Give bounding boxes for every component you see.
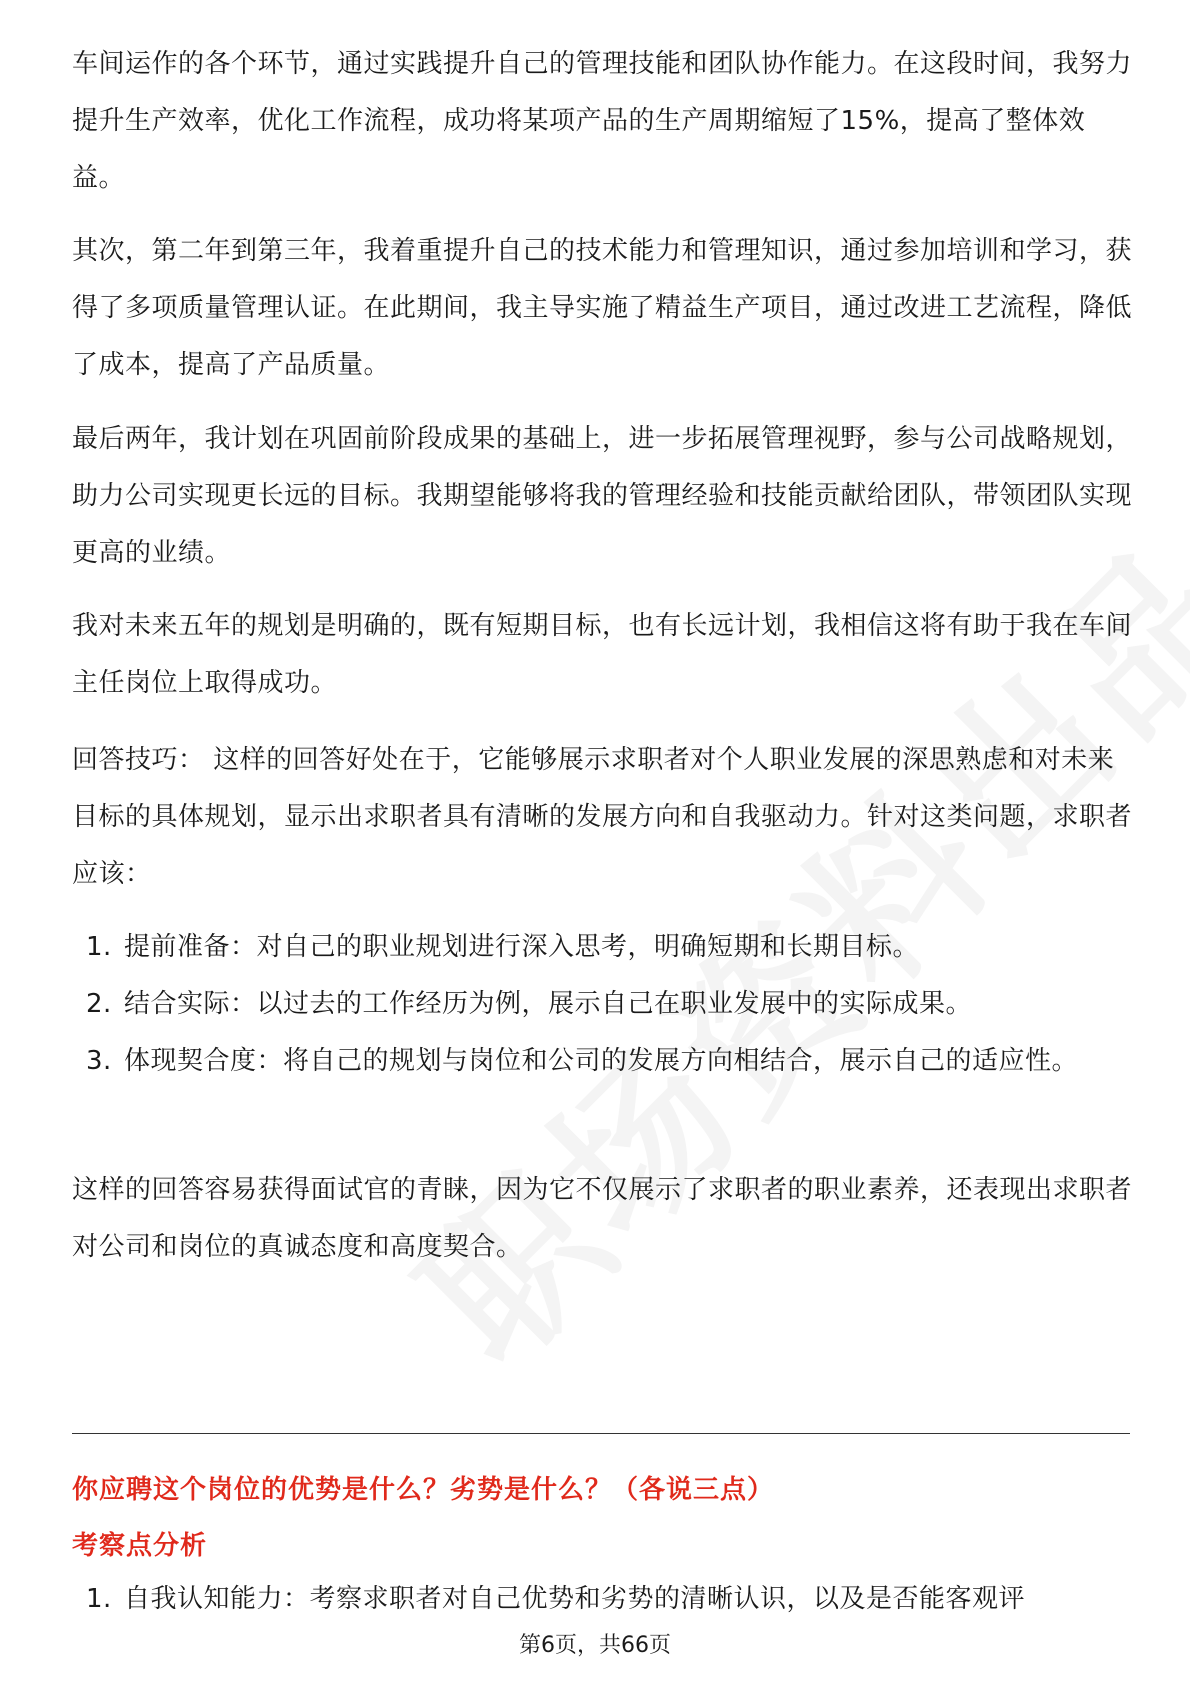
list-text: 自我认知能力：考察求职者对自己优势和劣势的清晰认识，以及是否能客观评 xyxy=(124,1584,1026,1614)
page-footer: 第6页，共66页 xyxy=(519,1633,671,1658)
list-number: 2. xyxy=(86,989,112,1019)
list-number: 1. xyxy=(86,1584,112,1614)
list-number: 1. xyxy=(86,932,112,962)
list-text: 体现契合度：将自己的规划与岗位和公司的发展方向相结合，展示自己的适应性。 xyxy=(124,1046,1079,1076)
paragraph-conclusion: 这样的回答容易获得面试官的青睐，因为它不仅展示了求职者的职业素养，还表现出求职者对公司和岗位的真诚态度和高度契合。 xyxy=(72,1175,1133,1262)
section-divider xyxy=(72,1433,1130,1434)
list-number: 3. xyxy=(86,1046,112,1076)
list-text: 提前准备：对自己的职业规划进行深入思考，明确短期和长期目标。 xyxy=(124,932,920,962)
list-item xyxy=(72,1033,1132,1090)
analysis-heading: 考察点分析 xyxy=(72,1531,208,1561)
list-item xyxy=(72,1571,1132,1628)
list-item xyxy=(72,919,1132,976)
paragraph-2: 其次，第二年到第三年，我着重提升自己的技术能力和管理知识，通过参加培训和学习，获得了多项质量管理认证。在此期间，我主导实施了精益生产项目，通过改进工艺流程，降低了成本，提高了产品质量。 xyxy=(72,236,1133,380)
tips-list xyxy=(72,919,1132,1090)
question-heading: 你应聘这个岗位的优势是什么？劣势是什么？（各说三点） xyxy=(72,1475,775,1505)
list-item xyxy=(72,976,1132,1033)
list-text: 结合实际：以过去的工作经历为例，展示自己在职业发展中的实际成果。 xyxy=(124,989,973,1019)
paragraph-answer-tips: 回答技巧： 这样的回答好处在于，它能够展示求职者对个人职业发展的深思熟虑和对未来目标的具体规划，显示出求职者具有清晰的发展方向和自我驱动力。针对这类问题，求职者应该： xyxy=(72,745,1133,889)
analysis-list xyxy=(72,1571,1132,1628)
paragraph-1: 车间运作的各个环节，通过实践提升自己的管理技能和团队协作能力。在这段时间，我努力提升生产效率，优化工作流程，成功将某项产品的生产周期缩短了15%，提高了整体效益。 xyxy=(72,49,1133,193)
paragraph-3: 最后两年，我计划在巩固前阶段成果的基础上，进一步拓展管理视野，参与公司战略规划，助力公司实现更长远的目标。我期望能够将我的管理经验和技能贡献给团队，带领团队实现更高的业绩。 xyxy=(72,424,1133,568)
paragraph-4: 我对未来五年的规划是明确的，既有短期目标，也有长远计划，我相信这将有助于我在车间主任岗位上取得成功。 xyxy=(72,611,1133,698)
